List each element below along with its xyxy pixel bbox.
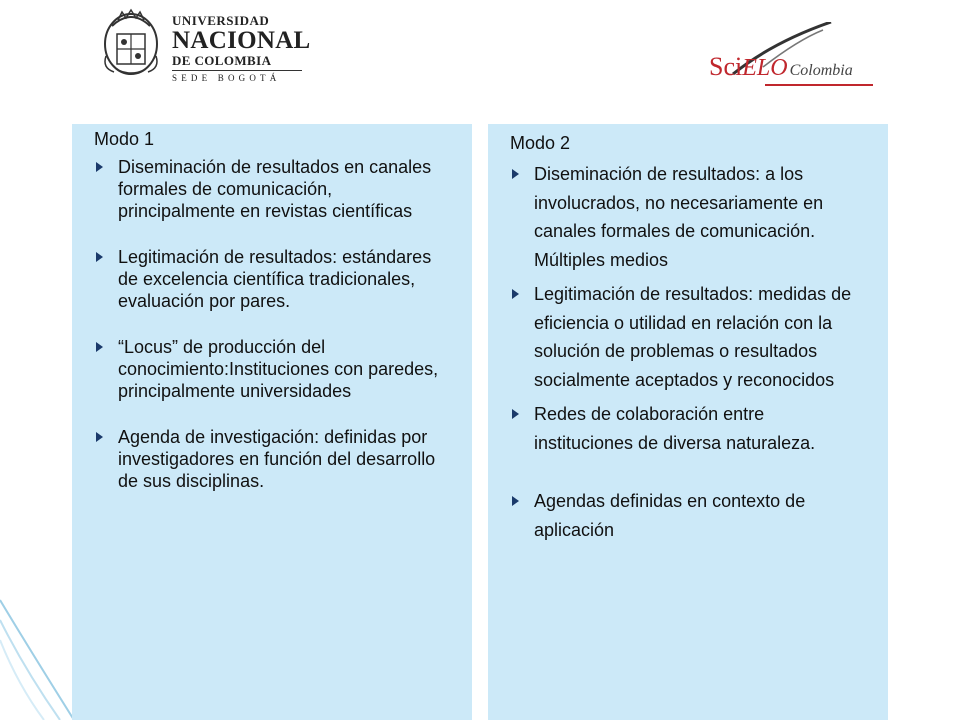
divider: [172, 70, 302, 71]
scielo-colombia: Colombia: [789, 62, 853, 79]
university-campus: SEDE BOGOTÁ: [172, 73, 281, 83]
list-item: [510, 160, 868, 274]
bullet-arrow-icon: [512, 496, 519, 506]
mode2-title: Modo 2: [510, 133, 571, 153]
bullet-arrow-icon: [512, 289, 519, 299]
list-item-text: Legitimación de resultados: medidas de eficiencia o utilidad en relación con la solución de problemas o resultados socialmente aceptados y reconocidos: [534, 284, 852, 390]
university-name-line3: DE COLOMBIA: [172, 53, 272, 68]
list-item: [94, 336, 454, 402]
mode1-title: Modo 1: [94, 129, 155, 149]
list-item: [94, 426, 454, 492]
bullet-arrow-icon: [96, 432, 103, 442]
list-item-text: Agendas definidas en contexto de aplicación: [534, 491, 806, 540]
bullet-arrow-icon: [96, 162, 103, 172]
list-item-text: Diseminación de resultados: a los involucrados, no necesariamente en canales formales de comunicación. Múltiples medios: [534, 164, 824, 270]
scielo-underline: [765, 84, 873, 86]
bullet-arrow-icon: [96, 342, 103, 352]
bullet-arrow-icon: [512, 409, 519, 419]
university-name-line1: UNIVERSIDAD: [172, 13, 270, 28]
scielo-sci: Sci: [709, 52, 743, 81]
mode2-list: [510, 160, 868, 544]
list-item: [510, 487, 868, 544]
mode2-panel: [488, 124, 888, 720]
coat-of-arms-icon: [100, 6, 162, 78]
mode1-panel: [72, 124, 472, 720]
list-item: [94, 156, 454, 222]
list-item-text: Agenda de investigación: definidas por investigadores en función del desarrollo de sus disciplinas.: [118, 427, 436, 491]
scielo-colombia-logo: [703, 22, 878, 92]
list-item-text: Diseminación de resultados en canales formales de comunicación, principalmente en revistas científicas: [118, 157, 432, 221]
list-item: [510, 400, 868, 457]
list-item: [510, 280, 868, 394]
list-item-text: Redes de colaboración entre instituciones de diversa naturaleza.: [534, 404, 816, 453]
bullet-arrow-icon: [512, 169, 519, 179]
list-item: [94, 246, 454, 312]
bullet-arrow-icon: [96, 252, 103, 262]
scielo-elo: ELO: [742, 55, 788, 81]
university-name-line2: NACIONAL: [172, 27, 311, 54]
mode1-list: [94, 156, 454, 492]
list-item-text: “Locus” de producción del conocimiento:Instituciones con paredes, principalmente universidades: [118, 337, 439, 401]
list-item-text: Legitimación de resultados: estándares de excelencia científica tradicionales, evaluación por pares.: [118, 247, 432, 311]
decorative-swoosh: [0, 590, 80, 720]
universidad-nacional-logo: [100, 6, 310, 98]
